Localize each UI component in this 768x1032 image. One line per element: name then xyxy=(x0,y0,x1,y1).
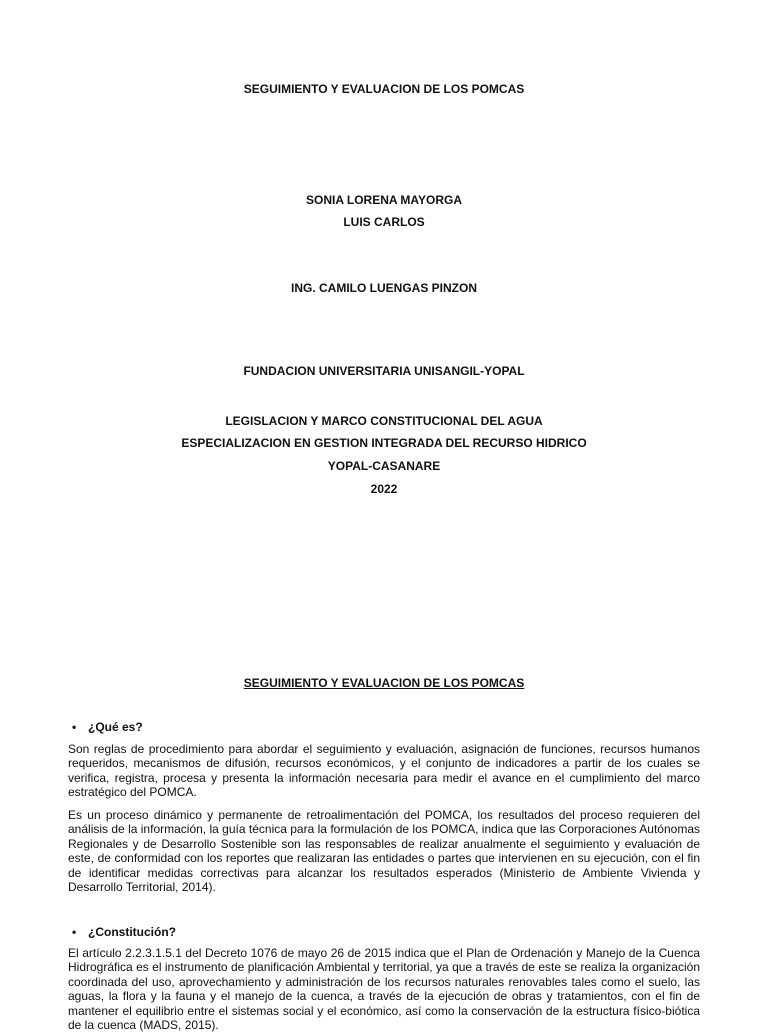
institution: FUNDACION UNIVERSITARIA UNISANGIL-YOPAL xyxy=(243,364,525,378)
program: ESPECIALIZACION EN GESTION INTEGRADA DEL RECURSO HIDRICO xyxy=(181,436,587,450)
year: 2022 xyxy=(370,482,398,496)
cover-title: SEGUIMIENTO Y EVALUACION DE LOS POMCAS xyxy=(243,82,525,96)
paragraph-2: Es un proceso dinámico y permanente de retroalimentación del POMCA, los resultados del proceso requieren del análisis de la información, la guía técnica para la formulación de los POMCA, indica que las Corporaciones Autónomas Regionales y de Desarrollo Sostenible son las responsables de realizar anualmente el seguimiento y evaluación de este, de conformidad con los reportes que realizaran las entidades o partes que intervienen en su ejecución, con el fin de identificar medidas correctivas para alcanzar los resultados esperados (Ministerio de Ambiente Vivienda y Desarrollo Territorial, 2014). xyxy=(68,808,700,895)
section-heading: SEGUIMIENTO Y EVALUACION DE LOS POMCAS xyxy=(243,676,525,690)
city: YOPAL-CASANARE xyxy=(327,459,441,473)
course: LEGISLACION Y MARCO CONSTITUCIONAL DEL AGUA xyxy=(225,414,543,428)
paragraph-1: Son reglas de procedimiento para abordar el seguimiento y evaluación, asignación de funciones, recursos humanos requeridos, mecanismos de difusión, recursos económicos, y el conjunto de indicadores a partir de los cuales se verifica, registra, procesa y presenta la información necesaria para medir el avance en el cumplimiento del marco estratégico del POMCA. xyxy=(68,742,700,800)
bullet-constitucion: • ¿Constitución? xyxy=(88,925,176,939)
bullet-que-es: • ¿Qué es? xyxy=(88,720,143,734)
advisor: ING. CAMILO LUENGAS PINZON xyxy=(291,281,477,295)
paragraph-3: El artículo 2.2.3.1.5.1 del Decreto 1076 de mayo 26 de 2015 indica que el Plan de Ordenación y Manejo de la Cuenca Hidrográfica es el instrumento de planificación Ambiental y territorial, ya que a través de este se realiza la organización coordinada del uso, aprovechamiento y administración de los recursos naturales renovables tales como el suelo, las aguas, la flora y la fauna y el manejo de la cuenca, a través de la ejecución de obras y tratamientos, con el fin de mantener el equilibrio entre el sistemas social y el económico, así como la conservación de la estructura físico-biótica de la cuenca (MADS, 2015). xyxy=(68,946,700,1032)
author-2: LUIS CARLOS xyxy=(343,215,425,229)
author-1: SONIA LORENA MAYORGA xyxy=(305,193,462,207)
